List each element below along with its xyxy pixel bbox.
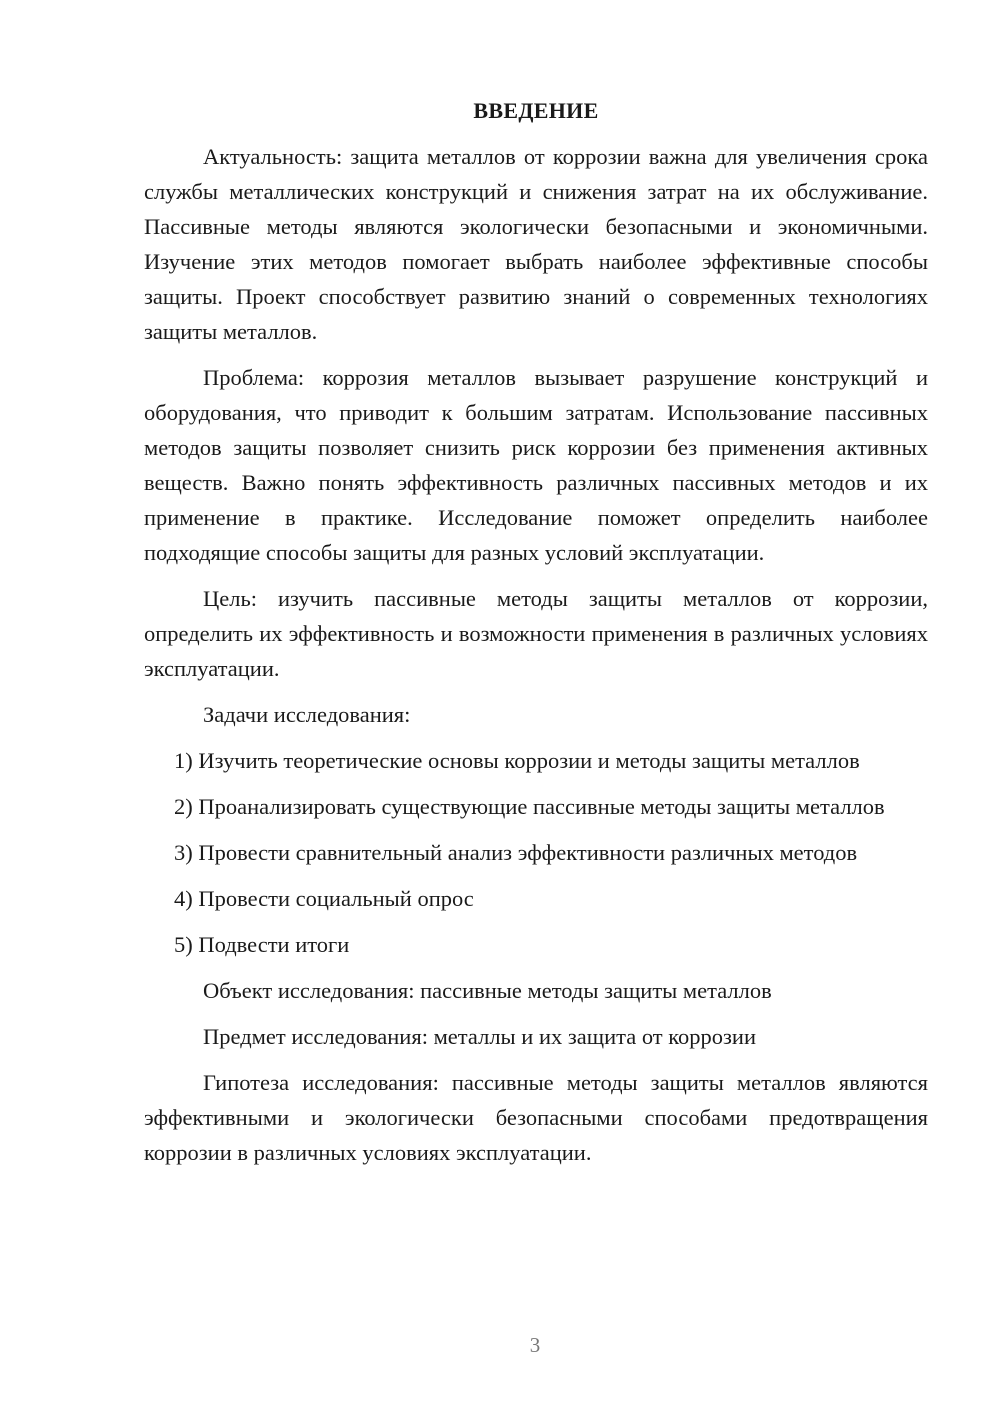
task-item-5: 5) Подвести итоги	[174, 932, 350, 957]
tasks-title: Задачи исследования:	[203, 702, 411, 727]
paragraph-hypothesis: Гипотеза исследования: пассивные методы защиты металлов являются эффективными и экологически безопасными способами предотвращения коррозии в различных условиях эксплуатации.	[144, 1070, 928, 1165]
paragraph-object: Объект исследования: пассивные методы защиты металлов	[203, 978, 772, 1003]
section-heading: ВВЕДЕНИЕ	[473, 98, 599, 123]
paragraph-goal: Цель: изучить пассивные методы защиты металлов от коррозии, определить их эффективность и возможности применения в различных условиях эксплуатации.	[144, 586, 928, 681]
page-number: 3	[529, 1333, 541, 1357]
task-item-2: 2) Проанализировать существующие пассивные методы защиты металлов	[174, 794, 885, 819]
page-content	[144, 95, 928, 1170]
task-item-1: 1) Изучить теоретические основы коррозии и методы защиты металлов	[174, 748, 860, 773]
paragraph-relevance: Актуальность: защита металлов от коррозии важна для увеличения срока службы металлических конструкций и снижения затрат на их обслуживание. Пассивные методы являются экологически безопасными и экономичными. Изучение этих методов помогает выбрать наиболее эффективные способы защиты. Проект способствует развитию знаний о современных технологиях защиты металлов.	[144, 144, 928, 344]
task-item-3: 3) Провести сравнительный анализ эффективности различных методов	[174, 840, 858, 865]
paragraph-problem: Проблема: коррозия металлов вызывает разрушение конструкций и оборудования, что приводит к большим затратам. Использование пассивных методов защиты позволяет снизить риск коррозии без применения активных веществ. Важно понять эффективность различных пассивных методов и их применение в практике. Исследование поможет определить наиболее подходящие способы защиты для разных условий эксплуатации.	[144, 365, 928, 565]
task-item-4: 4) Провести социальный опрос	[174, 886, 474, 911]
paragraph-subject: Предмет исследования: металлы и их защита от коррозии	[203, 1024, 756, 1049]
